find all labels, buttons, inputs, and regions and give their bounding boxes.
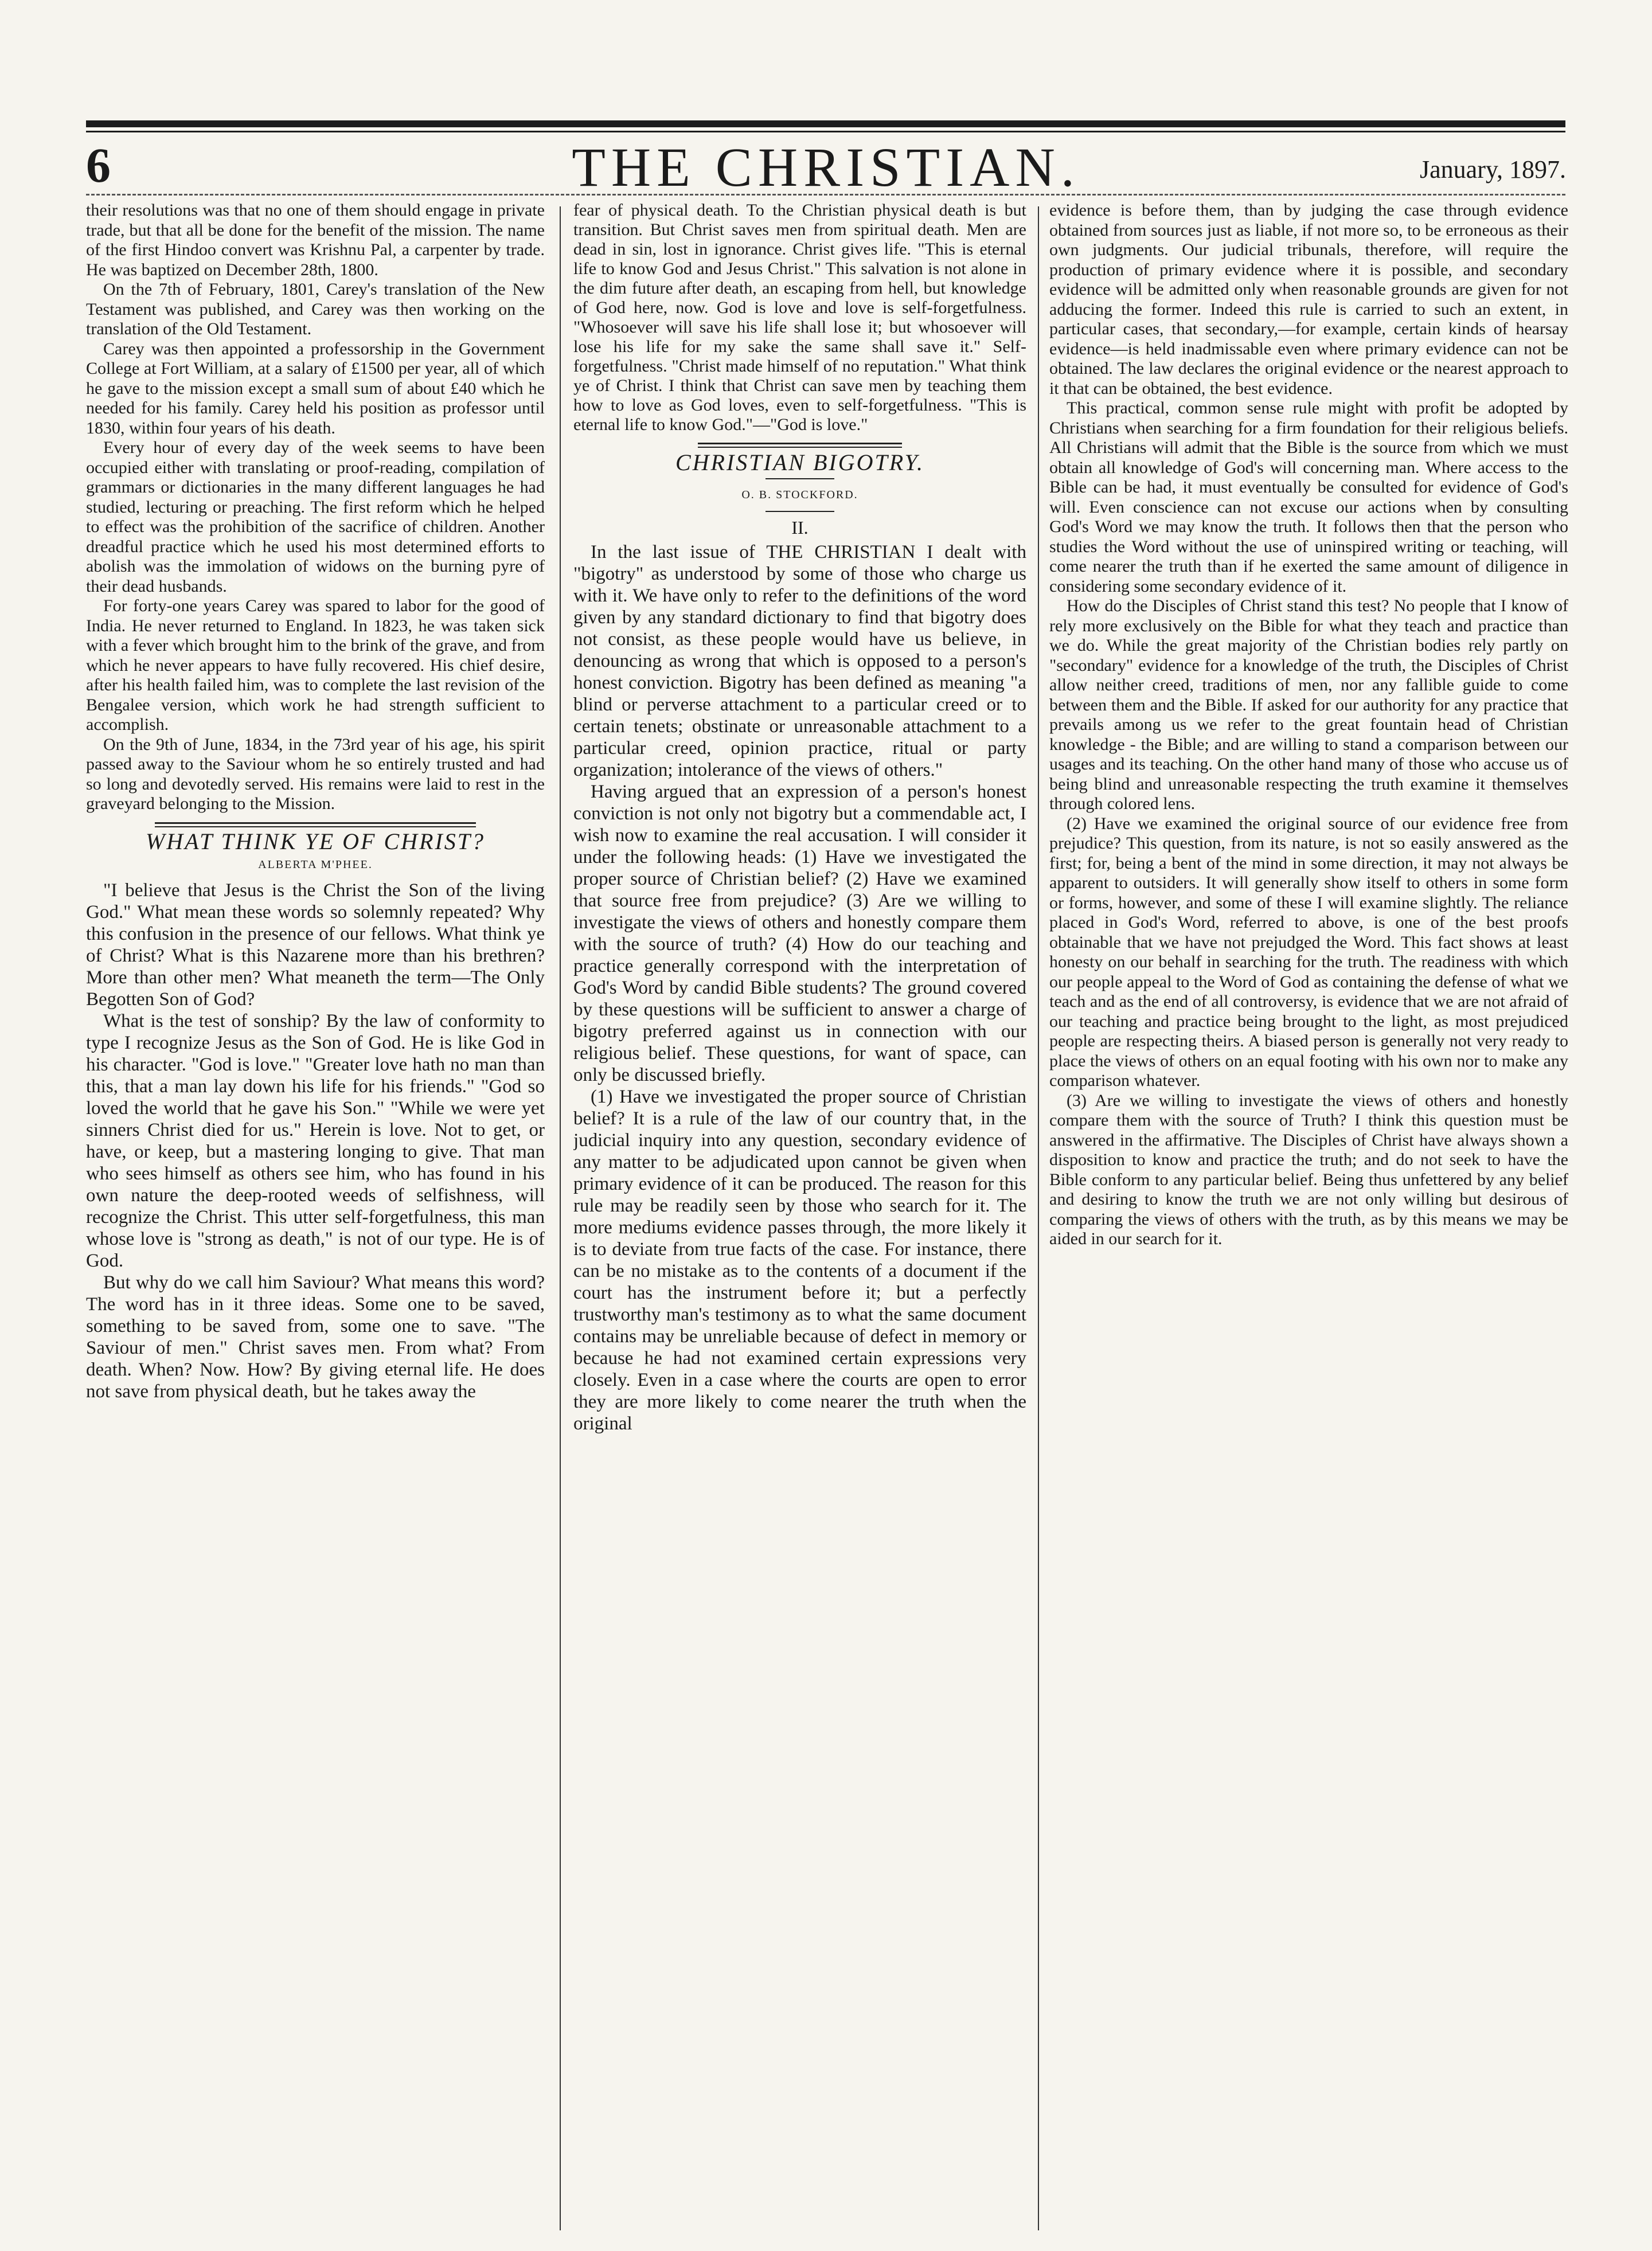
top-rule-thin — [86, 131, 1565, 132]
issue-date: January, 1897. — [1420, 155, 1566, 183]
article-author: ALBERTA M'PHEE. — [258, 858, 373, 871]
column-rule — [560, 206, 561, 2230]
paragraph: (1) Have we investigated the proper source of Christian belief? It is a rule of the law of our country that, in the judicial inquiry into any question, secondary evidence of any matter to be adjudicated upon cannot be given when primary evidence of it can be produced. The reason for this rule may be readily seen by those who search for it. The more mediums evidence passes through, the more likely it is to deviate from true facts of the case. For instance, there can be no mistake as to the contents of a document if the court has the instrument before it; but a perfectly trustworthy man's testimony as to what the same document contains may be unreliable because of defect in memory or because he had not examined certain expressions very closely. Even in a case where the courts are open to error they are more likely to come nearer the truth when the original — [573, 1087, 1026, 1434]
paragraph: Carey was then appointed a professorship in the Government College at Fort William, at a salary of £1500 per year, all of which he gave to the mission except a small sum of about £40 which he needed for his family. Carey held his position as professor until 1830, within four years of his death. — [86, 339, 545, 437]
paragraph: For forty-one years Carey was spared to labor for the good of India. He never returned to England. In 1823, he was taken sick with a fever which brought him to the brink of the grave, and from which he never appears to have fully recovered. His chief desire, after his health failed him, was to complete the last revision of the Bengalee version, which work he had strength sufficient to accomplish. — [86, 596, 545, 734]
title-rule — [766, 511, 834, 512]
section-divider — [698, 443, 902, 448]
header-rule — [86, 194, 1565, 197]
column-3 — [1049, 201, 1568, 2230]
article-title: CHRISTIAN BIGOTRY. — [675, 450, 925, 475]
paragraph: their resolutions was that no one of them should engage in private trade, but that all be done for the benefit of the mission. The name of the first Hindoo convert was Krishnu Pal, a carpenter by trade. He was baptized on December 28th, 1800. — [86, 201, 545, 279]
top-rule — [86, 120, 1565, 127]
paragraph: fear of physical death. To the Christian physical death is but transition. But Christ saves men from spiritual death. Men are dead in sin, lost in ignorance. Christ gives life. "This is eternal life to know God and Jesus Christ." This salvation is not alone in the dim future after death, an escaping from hell, but knowledge of God here, now. God is love and love is self-forgetfulness. "Whosoever will save his life shall lose it; but whosoever will lose his life for my sake the same shall save it." Self-forgetfulness. "Christ made himself of no reputation." What think ye of Christ. I think that Christ can save men by teaching them how to love as God loves, even to self-forgetfulness. "This is eternal life to know God."—"God is love." — [573, 201, 1026, 434]
article-author: O. B. STOCKFORD. — [741, 489, 858, 501]
paragraph: This practical, common sense rule might with profit be adopted by Christians when searching for a firm foundation for their religious beliefs. All Christians will admit that the Bible is the source from which we must obtain all knowledge of God's will concerning man. Where access to the Bible can be had, it must eventually be consulted for evidence of God's will. Even conscience can not excuse our actions when by consulting God's Word we may know the truth. It follows then that the person who studies the Word without the use of uninspired writing or teaching, will come nearer the truth than if he exerted the same amount of diligence in considering some secondary evidence of it. — [1049, 398, 1568, 596]
article-title: WHAT THINK YE OF CHRIST? — [145, 828, 486, 854]
column-2 — [573, 201, 1026, 2230]
paragraph: Having argued that an expression of a person's honest conviction is not only not bigotry but a commendable act, I wish now to examine the real accusation. I will consider it under the following heads: (1) Have we investigated the proper source of Christian belief? (2) Have we examined that source free from prejudice? (3) Are we willing to investigate the views of others and honestly compare them with the source of truth? (4) How do our teaching and practice generally correspond with the interpretation of God's Word by candid Bible students? The ground covered by these questions will be sufficient to answer a charge of bigotry preferred against us in connection with our religious belief. These questions, for want of space, can only be discussed briefly. — [573, 781, 1026, 1085]
masthead: THE CHRISTIAN. — [572, 136, 1080, 198]
paragraph: "I believe that Jesus is the Christ the Son of the living God." What mean these words so solemnly repeated? Why this confusion in the presence of our fellows. What think ye of Christ? What is this Nazarene more than his brethren? More than other men? What meaneth the term—The Only Begotten Son of God? — [86, 880, 545, 1010]
paragraph: On the 7th of February, 1801, Carey's translation of the New Testament was published, and Carey was then working on the translation of the Old Testament. — [86, 280, 545, 338]
paragraph: On the 9th of June, 1834, in the 73rd year of his age, his spirit passed away to the Saviour whom he so entirely trusted and had so long and devotedly served. His remains were laid to rest in the graveyard belonging to the Mission. — [86, 734, 545, 813]
title-rule — [766, 478, 834, 479]
paragraph: Every hour of every day of the week seems to have been occupied either with translating or proof-reading, compilation of grammars or dictionaries in the many different languages he had studied, lecturing or preaching. The first reform which he helped to effect was the prohibition of the sacrifice of children. Another dreadful practice which he used his most determined efforts to abolish was the immolation of widows on the burning pyre of their dead husbands. — [86, 438, 545, 596]
paragraph: evidence is before them, than by judging the case through evidence obtained from sources just as liable, if not more so, to be erroneous as their own judgments. Our judicial tribunals, therefore, will require the production of primary evidence where it is possible, and secondary evidence will be admitted only when reasonable grounds are given for not adducing the former. Indeed this rule is carried to such an extent, in particular cases, that secondary,—for example, certain kinds of hearsay evidence—is held inadmissable even where primary evidence can not be obtained. The law declares the original evidence or the nearest approach to it that can be obtained, the best evidence. — [1049, 201, 1568, 398]
section-divider — [155, 822, 476, 827]
paragraph: (3) Are we willing to investigate the views of others and honestly compare them with the source of Truth? I think this question must be answered in the affirmative. The Disciples of Christ have always shown a disposition to know and practice the truth; and do not seek to have the Bible conform to any particular belief. Being thus unfettered by any belief and desiring to know the truth we are not only willing but desirous of comparing the views of others with the truth, as by this means we may be aided in our search for it. — [1049, 1091, 1568, 1248]
paragraph: But why do we call him Saviour? What means this word? The word has in it three ideas. Some one to be saved, something to be saved from, some one to save. "The Saviour of men." Christ saves men. From what? From death. When? Now. How? By giving eternal life. He does not save from physical death, but he takes away the — [86, 1272, 545, 1402]
paragraph: What is the test of sonship? By the law of conformity to type I recognize Jesus as the Son of God. He is like God in his character. "God is love." "Greater love hath no man than this, that a man lay down his life for his friends." "God so loved the world that he gave his Son." "While we were yet sinners Christ died for us." Herein is love. Not to get, or have, or keep, but a mastering longing to give. That man who sees himself as others see him, who has found in his own nature the deep-rooted weeds of selfishness, will recognize the Christ. This utter self-forgetfulness, this man whose love is "strong as death," is not of our type. He is of God. — [86, 1010, 545, 1271]
column-rule — [1038, 206, 1039, 2230]
column-1 — [86, 201, 545, 2230]
paragraph: (2) Have we examined the original source of our evidence free from prejudice? This question, from its nature, is not so easily answered as the first; for, being a bent of the mind in some direction, it may not always be apparent to outsiders. It will generally show itself to others in some form or forms, however, and some of these I will examine slightly. The reliance placed in God's Word, referred to above, is one of the best proofs obtainable that we have not prejudged the Word. This fact shows at least honesty on our behalf in searching for the truth. The readiness with which our people appeal to the Word of God as containing the defense of what we teach and as the end of all controversy, is evidence that we are not afraid of our teaching and practice being brought to the light, as most prejudiced people are respecting theirs. A biased person is generally not very ready to place the views of others on an equal footing with his own nor to make any comparison whatever. — [1049, 814, 1568, 1090]
page-number: 6 — [86, 138, 111, 193]
paragraph: How do the Disciples of Christ stand this test? No people that I know of rely more exclusively on the Bible for what they teach and practice than we do. While the great majority of the Christian bodies rely partly on "secondary" evidence for a knowledge of the truth, the Disciples of Christ allow neither creed, traditions of men, nor any fallible guide to come between them and the Bible. If asked for our authority for any practice that prevails among us we refer to the great fountain head of Christian knowledge - the Bible; and are willing to stand a comparison between our usages and its teaching. On the other hand many of those who accuse us of being blind and unreasonable respecting the truth examine it themselves through colored lens. — [1049, 596, 1568, 813]
part-number: II. — [791, 517, 809, 538]
paragraph: In the last issue of THE CHRISTIAN I dealt with "bigotry" as understood by some of those who charge us with it. We have only to refer to the definitions of the word given by any standard dictionary to find that bigotry does not consist, as these people would have us believe, in denouncing as wrong that which is opposed to a person's honest conviction. Bigotry has been defined as meaning "a blind or perverse attachment to a particular creed or to certain tenets; obstinate or unreasonable attachment to a particular creed, opinion practice, ritual or party organization; intolerance of the views of others." — [573, 542, 1026, 780]
